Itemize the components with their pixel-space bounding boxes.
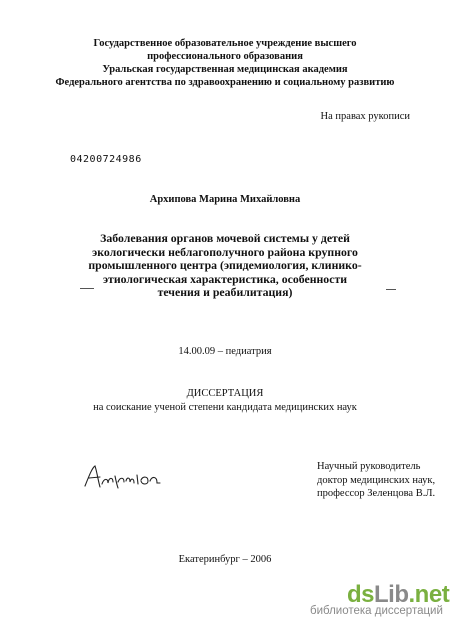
title-line: экологически неблагополучного района крупного [92, 244, 358, 259]
author-name: Архипова Марина Михайловна [149, 194, 301, 205]
supervisor-line: Научный руководитель [317, 461, 421, 472]
institution-line: Уральская государственная медицинская академия [102, 64, 348, 75]
institution-block [0, 37, 450, 89]
title-line: промышленного центра (эпидемиология, клинико- [88, 258, 362, 273]
document-type: ДИССЕРТАЦИЯ [186, 388, 264, 399]
title-line: течения и реабилитация) [157, 285, 293, 300]
author-signature [82, 462, 182, 492]
institution-line: Федерального агентства по здравоохранению и социальному развитию [55, 77, 395, 88]
title-line: Заболевания органов мочевой системы у детей [100, 231, 350, 245]
brand-net: .net [408, 581, 450, 608]
supervisor-line: профессор Зеленцова В.Л. [317, 488, 436, 499]
supervisor-line: доктор медицинских наук, [317, 474, 436, 486]
watermark-tagline: библиотека диссертаций [310, 605, 443, 617]
brand-lib: Lib [374, 581, 409, 608]
rights-note: На правах рукописи [320, 111, 410, 122]
margin-mark-right [386, 289, 396, 290]
specialty: 14.00.09 – педиатрия [178, 346, 272, 357]
brand-ds: ds [347, 581, 375, 608]
margin-mark-left [80, 288, 94, 289]
supervisor-block [317, 460, 435, 501]
registration-number: 04200724986 [70, 154, 142, 165]
city-year: Екатеринбург – 2006 [178, 554, 272, 565]
degree-line: на соискание ученой степени кандидата медицинских наук [93, 402, 357, 413]
institution-line: Государственное образовательное учреждение высшего [93, 38, 357, 49]
institution-line: профессионального образования [147, 51, 303, 62]
dissertation-title [0, 232, 450, 300]
title-line: этиологическая характеристика, особенности [102, 271, 348, 286]
